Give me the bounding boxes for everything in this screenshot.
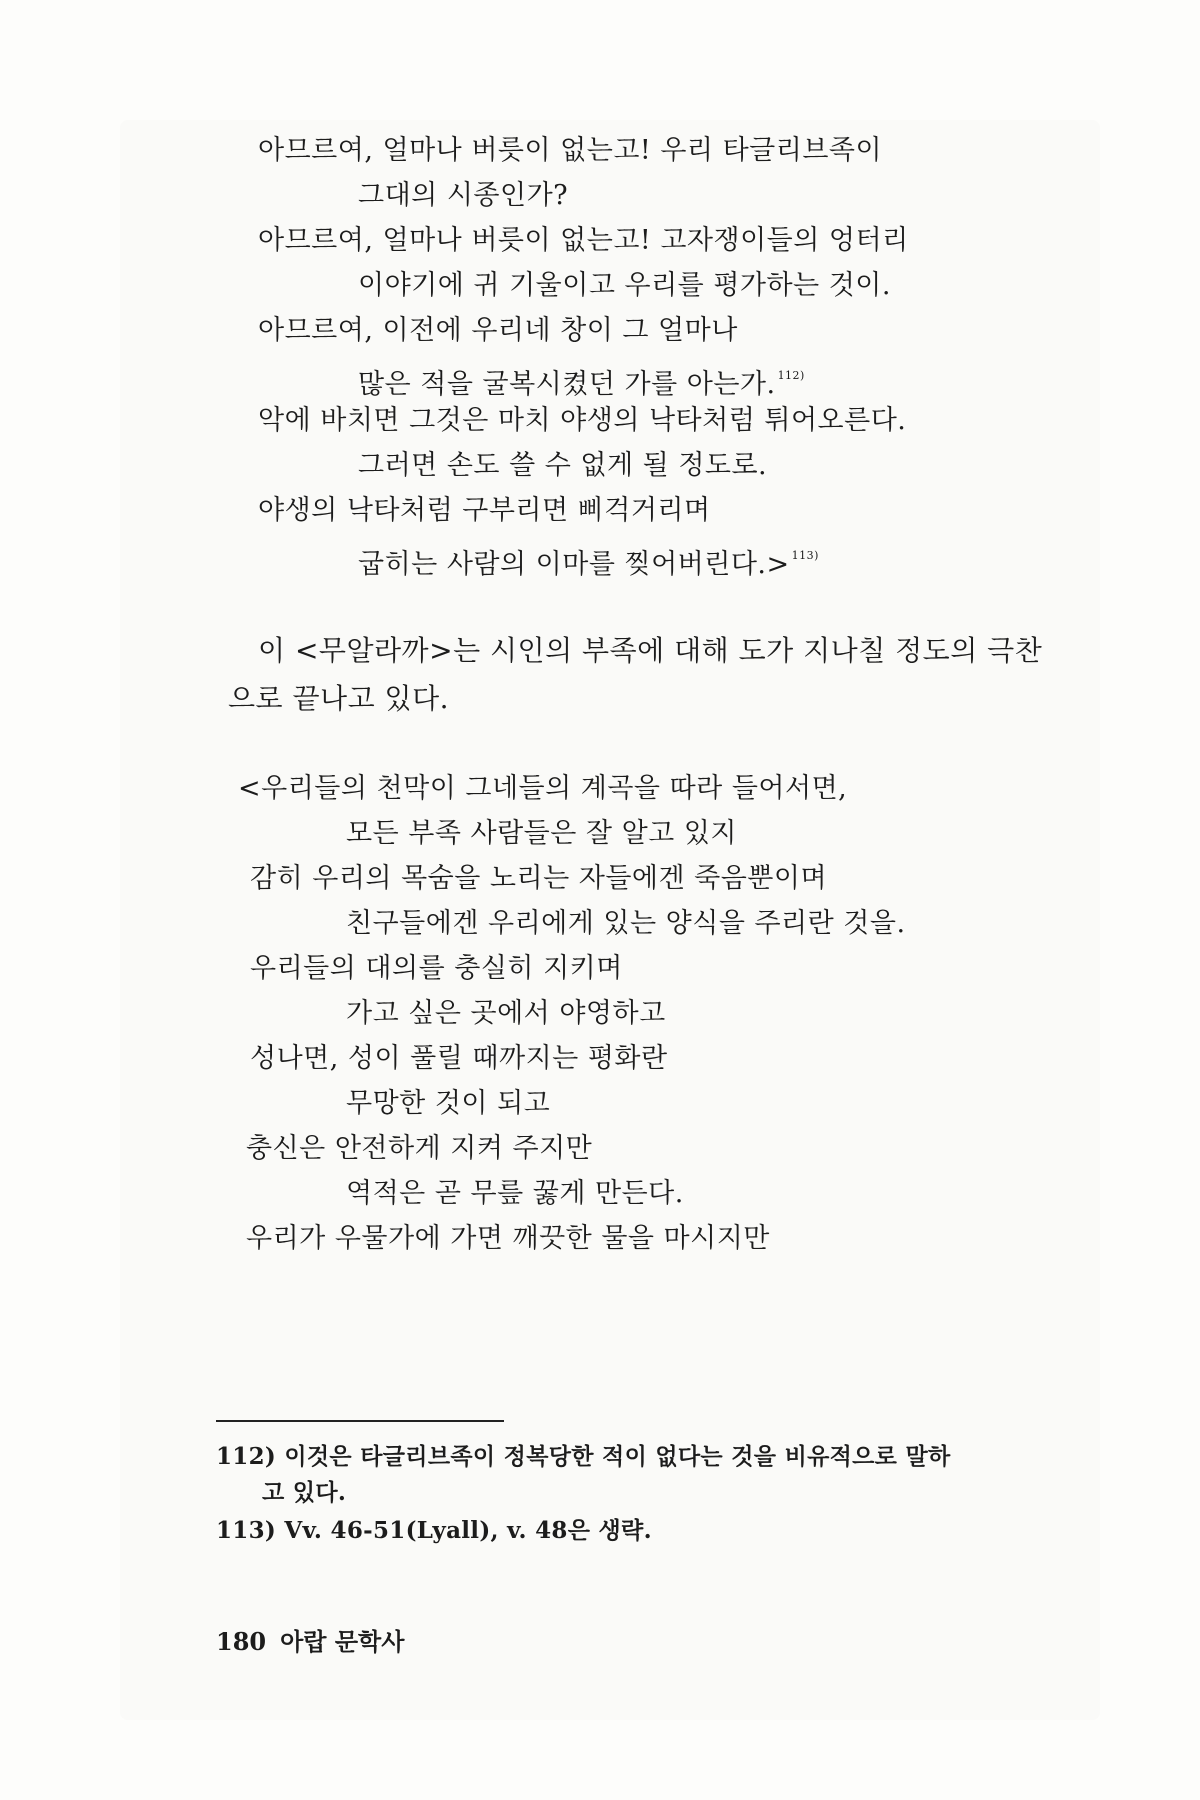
poem1-line-5: 아므르여, 이전에 우리네 창이 그 얼마나: [258, 315, 738, 346]
poem2-line-8: 무망한 것이 되고: [346, 1088, 551, 1119]
prose-line-1: 이 <무알라까>는 시인의 부족에 대해 도가 지나칠 정도의 극찬: [258, 634, 1043, 667]
poem1-line-4: 이야기에 귀 기울이고 우리를 평가하는 것이.: [358, 270, 891, 301]
running-title: 아랍 문학사: [280, 1627, 405, 1656]
prose-line-2: 으로 끝나고 있다.: [228, 682, 450, 715]
poem2-line-1: <우리들의 천막이 그네들의 계곡을 따라 들어서면,: [238, 773, 848, 804]
poem1-line-2: 그대의 시종인가?: [358, 180, 569, 211]
footnote-divider: [216, 1420, 504, 1422]
poem2-line-10: 역적은 곧 무릎 꿇게 만든다.: [346, 1178, 684, 1209]
footnote-ref-112: 112): [777, 369, 805, 382]
poem1-line-3: 아므르여, 얼마나 버릇이 없는고! 고자쟁이들의 엉터리: [258, 225, 909, 256]
footnote-112-line-2: 고 있다.: [262, 1479, 347, 1506]
footnote-ref-113: 113): [791, 549, 819, 562]
poem2-line-2: 모든 부족 사람들은 잘 알고 있지: [346, 818, 737, 849]
poem1-line-7: 악에 바치면 그것은 마치 야생의 낙타처럼 튀어오른다.: [258, 405, 907, 436]
poem1-line-6: 많은 적을 굴복시켰던 가를 아는가. $^{112)}$: [358, 369, 805, 400]
poem2-line-7: 성나면, 성이 풀릴 때까지는 평화란: [250, 1043, 668, 1074]
poem2-line-3: 감히 우리의 목숨을 노리는 자들에겐 죽음뿐이며: [250, 863, 828, 894]
page-footer: [216, 1622, 418, 1657]
poem1-line-10: 굽히는 사람의 이마를 찢어버린다.> $^{113)}$: [358, 549, 819, 580]
footnote-113: 113) Vv. 46-51(Lyall), v. 48은 생략.: [216, 1517, 652, 1544]
poem1-line-8: 그러면 손도 쓸 수 없게 될 정도로.: [358, 450, 768, 481]
poem2-line-9: 충신은 안전하게 지켜 주지만: [246, 1133, 593, 1164]
poem1-line-1: 아므르여, 얼마나 버릇이 없는고! 우리 타글리브족이: [258, 135, 883, 166]
poem2-line-5: 우리들의 대의를 충실히 지키며: [250, 953, 623, 984]
poem2-line-11: 우리가 우물가에 가면 깨끗한 물을 마시지만: [246, 1223, 770, 1254]
poem2-line-4: 친구들에겐 우리에게 있는 양식을 주리란 것을.: [346, 908, 906, 939]
page-number: 180: [216, 1627, 267, 1656]
footnote-112-line-1: 112) 이것은 타글리브족이 정복당한 적이 없다는 것을 비유적으로 말하: [216, 1443, 951, 1470]
poem1-line-9: 야생의 낙타처럼 구부리면 삐걱거리며: [258, 495, 711, 526]
poem2-line-6: 가고 싶은 곳에서 야영하고: [346, 998, 666, 1029]
